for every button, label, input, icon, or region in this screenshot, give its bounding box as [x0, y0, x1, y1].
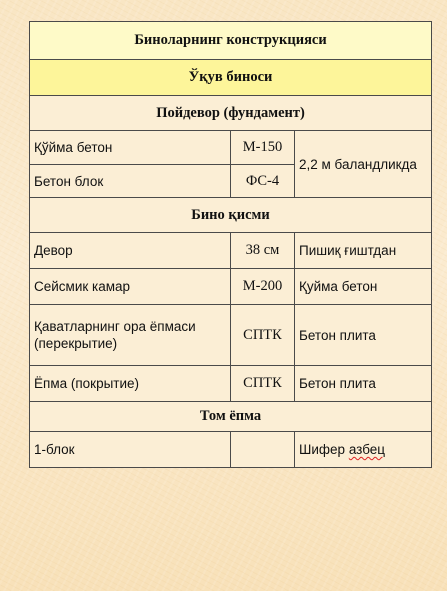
row-name: Бетон блок — [30, 165, 231, 198]
construction-table — [29, 21, 432, 468]
section-header-row — [30, 402, 432, 432]
section-heading-roof: Том ёпма — [30, 402, 432, 432]
row-note: Қуйма бетон — [295, 269, 432, 305]
section-heading-building-part: Бино қисми — [30, 198, 432, 233]
table-row — [30, 269, 432, 305]
table-row — [30, 432, 432, 468]
row-spec: 38 см — [231, 233, 295, 269]
row-note — [295, 432, 432, 468]
row-spec — [231, 432, 295, 468]
row-note: Бетон плита — [295, 305, 432, 366]
building-name: Ўқув биноси — [30, 60, 432, 96]
section-header-row — [30, 198, 432, 233]
row-note: Бетон плита — [295, 366, 432, 402]
title-row — [30, 22, 432, 60]
section-header-row — [30, 96, 432, 131]
row-spec: М-150 — [231, 131, 295, 165]
row-name: Қаватларнинг ора ёпмаси (перекрытие) — [30, 305, 231, 366]
row-spec: СПТК — [231, 305, 295, 366]
building-row — [30, 60, 432, 96]
row-name: Сейсмик камар — [30, 269, 231, 305]
row-name: 1-блок — [30, 432, 231, 468]
section-heading-foundation: Пойдевор (фундамент) — [30, 96, 432, 131]
note-word-1: Шифер — [299, 442, 346, 457]
row-name: Ёпма (покрытие) — [30, 366, 231, 402]
table-row — [30, 366, 432, 402]
row-spec: ФС-4 — [231, 165, 295, 198]
row-note: Пишиқ ғиштдан — [295, 233, 432, 269]
table-title: Биноларнинг конструкцияси — [30, 22, 432, 60]
note-word-2-spellcheck: азбец — [348, 442, 386, 457]
row-spec: СПТК — [231, 366, 295, 402]
row-spec: М-200 — [231, 269, 295, 305]
table-row — [30, 131, 432, 165]
foundation-merged-note: 2,2 м баландликда — [295, 131, 432, 198]
row-name: Девор — [30, 233, 231, 269]
table-row — [30, 305, 432, 366]
table-row — [30, 233, 432, 269]
row-name: Қўйма бетон — [30, 131, 231, 165]
